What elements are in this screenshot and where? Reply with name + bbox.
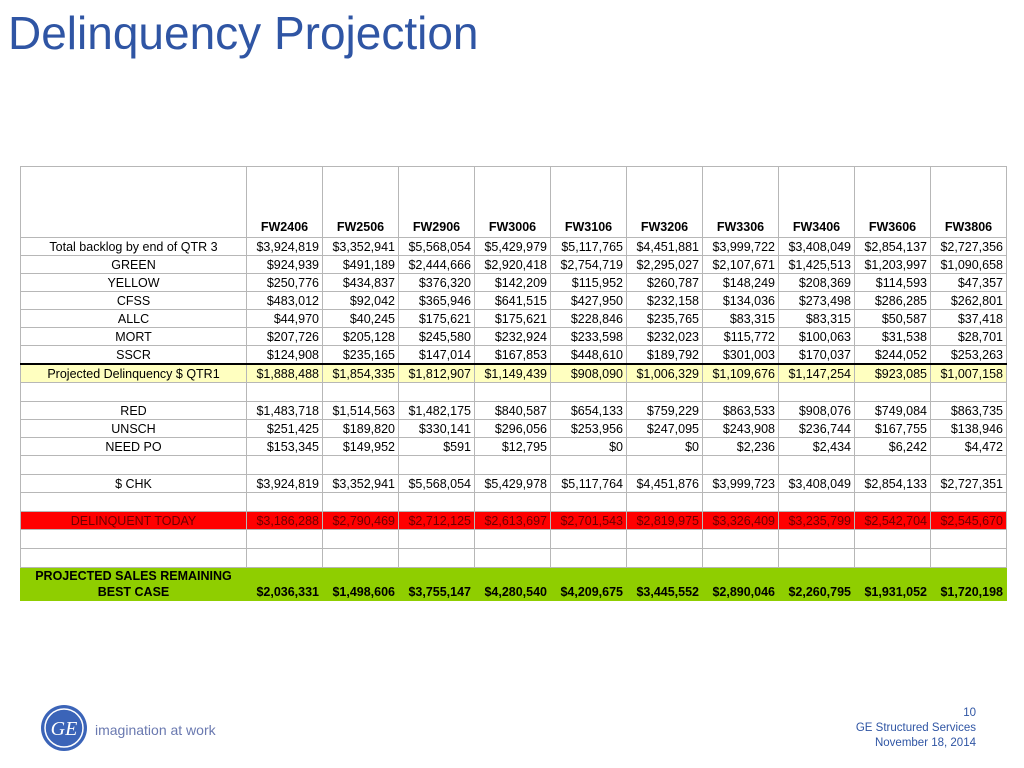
blank-cell: [475, 549, 551, 568]
cell-value: $483,012: [247, 292, 323, 310]
cell-value: $167,853: [475, 346, 551, 365]
row-unsch: [21, 420, 1007, 438]
cell-value: $175,621: [475, 310, 551, 328]
cell-value: $2,545,670: [931, 512, 1007, 530]
cell-value: $3,352,941: [323, 238, 399, 256]
cell-value: $262,801: [931, 292, 1007, 310]
cell-value: $924,939: [247, 256, 323, 274]
cell-value: $296,056: [475, 420, 551, 438]
row-cfss: [21, 292, 1007, 310]
cell-value: $2,444,666: [399, 256, 475, 274]
cell-value: $2,790,469: [323, 512, 399, 530]
company-name: GE Structured Services: [855, 722, 976, 734]
blank-row: [21, 530, 1007, 549]
header-corner: [21, 167, 247, 238]
ge-logo-icon: [40, 704, 88, 752]
blank-cell: [247, 549, 323, 568]
cell-value: $4,451,876: [627, 475, 703, 493]
row-label: GREEN: [21, 256, 247, 274]
cell-value: $1,006,329: [627, 364, 703, 383]
blank-cell: [399, 549, 475, 568]
row-red: [21, 402, 1007, 420]
page-title: Delinquency Projection: [8, 7, 479, 59]
cell-value: $4,280,540: [475, 568, 551, 601]
cell-value: $114,593: [855, 274, 931, 292]
blank-row: [21, 549, 1007, 568]
cell-value: $1,854,335: [323, 364, 399, 383]
blank-cell: [551, 383, 627, 402]
cell-value: $189,820: [323, 420, 399, 438]
blank-cell: [855, 530, 931, 549]
cell-value: $115,952: [551, 274, 627, 292]
row-total-backlog: [21, 238, 1007, 256]
row-label: ALLC: [21, 310, 247, 328]
blank-cell: [703, 549, 779, 568]
cell-value: $2,712,125: [399, 512, 475, 530]
cell-value: $207,726: [247, 328, 323, 346]
cell-value: $170,037: [779, 346, 855, 365]
cell-value: $251,425: [247, 420, 323, 438]
blank-cell: [703, 493, 779, 512]
blank-cell: [21, 549, 247, 568]
blank-cell: [399, 493, 475, 512]
blank-cell: [475, 456, 551, 475]
blank-cell: [323, 383, 399, 402]
blank-row: [21, 383, 1007, 402]
row-label: DELINQUENT TODAY: [21, 512, 247, 530]
cell-value: $908,076: [779, 402, 855, 420]
row-label: YELLOW: [21, 274, 247, 292]
cell-value: $232,023: [627, 328, 703, 346]
column-header: FW3406: [779, 167, 855, 238]
blank-cell: [475, 530, 551, 549]
blank-cell: [475, 383, 551, 402]
cell-value: $2,434: [779, 438, 855, 456]
blank-cell: [475, 493, 551, 512]
cell-value: $863,533: [703, 402, 779, 420]
cell-value: $175,621: [399, 310, 475, 328]
row-allc: [21, 310, 1007, 328]
cell-value: $3,755,147: [399, 568, 475, 601]
cell-value: $232,924: [475, 328, 551, 346]
cell-value: $47,357: [931, 274, 1007, 292]
blank-cell: [247, 456, 323, 475]
cell-value: $1,498,606: [323, 568, 399, 601]
row-label: RED: [21, 402, 247, 420]
cell-value: $208,369: [779, 274, 855, 292]
blank-cell: [21, 383, 247, 402]
column-header: FW3606: [855, 167, 931, 238]
cell-value: $749,084: [855, 402, 931, 420]
blank-cell: [247, 530, 323, 549]
row-green: [21, 256, 1007, 274]
cell-value: $31,538: [855, 328, 931, 346]
row-label: $ CHK: [21, 475, 247, 493]
cell-value: $491,189: [323, 256, 399, 274]
cell-value: $6,242: [855, 438, 931, 456]
blank-cell: [855, 549, 931, 568]
cell-value: $3,408,049: [779, 475, 855, 493]
cell-value: $376,320: [399, 274, 475, 292]
blank-cell: [703, 530, 779, 549]
cell-value: $147,014: [399, 346, 475, 365]
blank-cell: [779, 530, 855, 549]
row-label: CFSS: [21, 292, 247, 310]
cell-value: $3,999,722: [703, 238, 779, 256]
cell-value: $115,772: [703, 328, 779, 346]
header-row: [21, 167, 1007, 238]
cell-value: $2,727,351: [931, 475, 1007, 493]
cell-value: $83,315: [779, 310, 855, 328]
cell-value: $2,295,027: [627, 256, 703, 274]
column-header: FW3206: [627, 167, 703, 238]
page-number: 10: [963, 707, 976, 719]
tagline: imagination at work: [95, 722, 216, 738]
cell-value: $1,483,718: [247, 402, 323, 420]
blank-cell: [323, 530, 399, 549]
cell-value: $5,429,978: [475, 475, 551, 493]
blank-cell: [551, 493, 627, 512]
cell-value: $1,007,158: [931, 364, 1007, 383]
column-header: FW3106: [551, 167, 627, 238]
cell-value: $3,186,288: [247, 512, 323, 530]
cell-value: $2,920,418: [475, 256, 551, 274]
cell-value: $243,908: [703, 420, 779, 438]
blank-cell: [931, 549, 1007, 568]
cell-value: $4,209,675: [551, 568, 627, 601]
blank-cell: [779, 383, 855, 402]
delinquency-table: [20, 166, 1007, 601]
column-header: FW2506: [323, 167, 399, 238]
blank-cell: [399, 383, 475, 402]
cell-value: $1,149,439: [475, 364, 551, 383]
cell-value: $167,755: [855, 420, 931, 438]
cell-value: $0: [551, 438, 627, 456]
blank-cell: [399, 530, 475, 549]
cell-value: $1,203,997: [855, 256, 931, 274]
blank-row: [21, 456, 1007, 475]
cell-value: $759,229: [627, 402, 703, 420]
cell-value: $1,514,563: [323, 402, 399, 420]
column-header: FW3806: [931, 167, 1007, 238]
blank-cell: [855, 493, 931, 512]
cell-value: $3,326,409: [703, 512, 779, 530]
cell-value: $2,701,543: [551, 512, 627, 530]
cell-value: $1,482,175: [399, 402, 475, 420]
cell-value: $3,924,819: [247, 475, 323, 493]
blank-cell: [931, 383, 1007, 402]
cell-value: $654,133: [551, 402, 627, 420]
blank-cell: [323, 549, 399, 568]
row-chk: [21, 475, 1007, 493]
row-projected: [21, 364, 1007, 383]
row-delinquent-today: [21, 512, 1007, 530]
cell-value: $5,429,979: [475, 238, 551, 256]
cell-value: $205,128: [323, 328, 399, 346]
row-label: MORT: [21, 328, 247, 346]
cell-value: $28,701: [931, 328, 1007, 346]
cell-value: $3,924,819: [247, 238, 323, 256]
cell-value: $365,946: [399, 292, 475, 310]
cell-value: $5,568,054: [399, 475, 475, 493]
cell-value: $235,765: [627, 310, 703, 328]
blank-cell: [21, 456, 247, 475]
column-header: FW3306: [703, 167, 779, 238]
cell-value: $3,408,049: [779, 238, 855, 256]
blank-cell: [627, 493, 703, 512]
blank-cell: [931, 456, 1007, 475]
cell-value: $863,735: [931, 402, 1007, 420]
cell-value: $134,036: [703, 292, 779, 310]
blank-cell: [627, 549, 703, 568]
blank-cell: [21, 530, 247, 549]
cell-value: $138,946: [931, 420, 1007, 438]
cell-value: $2,036,331: [247, 568, 323, 601]
cell-value: $245,580: [399, 328, 475, 346]
cell-value: $3,235,799: [779, 512, 855, 530]
cell-value: $2,854,133: [855, 475, 931, 493]
cell-value: $273,498: [779, 292, 855, 310]
blank-cell: [551, 530, 627, 549]
cell-value: $2,854,137: [855, 238, 931, 256]
row-yellow: [21, 274, 1007, 292]
cell-value: $149,952: [323, 438, 399, 456]
cell-value: $4,451,881: [627, 238, 703, 256]
cell-value: $301,003: [703, 346, 779, 365]
cell-value: $5,117,765: [551, 238, 627, 256]
blank-cell: [627, 530, 703, 549]
cell-value: $100,063: [779, 328, 855, 346]
row-mort: [21, 328, 1007, 346]
cell-value: $83,315: [703, 310, 779, 328]
blank-cell: [323, 493, 399, 512]
cell-value: $232,158: [627, 292, 703, 310]
cell-value: $641,515: [475, 292, 551, 310]
row-label: Total backlog by end of QTR 3: [21, 238, 247, 256]
blank-cell: [703, 456, 779, 475]
cell-value: $148,249: [703, 274, 779, 292]
cell-value: $1,812,907: [399, 364, 475, 383]
cell-value: $260,787: [627, 274, 703, 292]
blank-cell: [931, 530, 1007, 549]
blank-cell: [779, 456, 855, 475]
row-sscr: [21, 346, 1007, 365]
row-label: SSCR: [21, 346, 247, 365]
row-label-line1: PROJECTED SALES REMAINING: [35, 569, 232, 583]
cell-value: $1,147,254: [779, 364, 855, 383]
cell-value: $40,245: [323, 310, 399, 328]
footer: [856, 706, 976, 751]
blank-cell: [247, 383, 323, 402]
cell-value: $3,445,552: [627, 568, 703, 601]
row-label: [21, 568, 247, 601]
blank-cell: [931, 493, 1007, 512]
cell-value: $12,795: [475, 438, 551, 456]
row-label: UNSCH: [21, 420, 247, 438]
row-label: Projected Delinquency $ QTR1: [21, 364, 247, 383]
cell-value: $1,109,676: [703, 364, 779, 383]
cell-value: $591: [399, 438, 475, 456]
cell-value: $250,776: [247, 274, 323, 292]
cell-value: $1,425,513: [779, 256, 855, 274]
cell-value: $153,345: [247, 438, 323, 456]
cell-value: $427,950: [551, 292, 627, 310]
cell-value: $448,610: [551, 346, 627, 365]
cell-value: $50,587: [855, 310, 931, 328]
cell-value: $2,236: [703, 438, 779, 456]
cell-value: $330,141: [399, 420, 475, 438]
cell-value: $44,970: [247, 310, 323, 328]
cell-value: $233,598: [551, 328, 627, 346]
cell-value: $1,090,658: [931, 256, 1007, 274]
cell-value: $37,418: [931, 310, 1007, 328]
blank-row: [21, 493, 1007, 512]
cell-value: $189,792: [627, 346, 703, 365]
cell-value: $923,085: [855, 364, 931, 383]
blank-cell: [323, 456, 399, 475]
cell-value: $434,837: [323, 274, 399, 292]
cell-value: $2,260,795: [779, 568, 855, 601]
cell-value: $5,117,764: [551, 475, 627, 493]
cell-value: $3,999,723: [703, 475, 779, 493]
row-need-po: [21, 438, 1007, 456]
cell-value: $908,090: [551, 364, 627, 383]
ge-logo-text: GE: [50, 718, 78, 740]
row-label-line2: BEST CASE: [97, 585, 170, 599]
blank-cell: [855, 383, 931, 402]
row-sales-best-case: [21, 568, 1007, 601]
cell-value: $1,888,488: [247, 364, 323, 383]
cell-value: $2,890,046: [703, 568, 779, 601]
blank-cell: [779, 493, 855, 512]
cell-value: $1,931,052: [855, 568, 931, 601]
cell-value: $2,727,356: [931, 238, 1007, 256]
blank-cell: [551, 549, 627, 568]
blank-cell: [855, 456, 931, 475]
blank-cell: [703, 383, 779, 402]
cell-value: $1,720,198: [931, 568, 1007, 601]
cell-value: $286,285: [855, 292, 931, 310]
column-header: FW3006: [475, 167, 551, 238]
cell-value: $840,587: [475, 402, 551, 420]
blank-cell: [627, 456, 703, 475]
cell-value: $2,754,719: [551, 256, 627, 274]
cell-value: $236,744: [779, 420, 855, 438]
cell-value: $253,956: [551, 420, 627, 438]
cell-value: $2,107,671: [703, 256, 779, 274]
cell-value: $247,095: [627, 420, 703, 438]
date: November 18, 2014: [874, 737, 976, 749]
cell-value: $4,472: [931, 438, 1007, 456]
cell-value: $2,613,697: [475, 512, 551, 530]
blank-cell: [21, 493, 247, 512]
blank-cell: [551, 456, 627, 475]
row-label: NEED PO: [21, 438, 247, 456]
cell-value: $2,542,704: [855, 512, 931, 530]
blank-cell: [399, 456, 475, 475]
blank-cell: [779, 549, 855, 568]
cell-value: $244,052: [855, 346, 931, 365]
cell-value: $124,908: [247, 346, 323, 365]
column-header: FW2906: [399, 167, 475, 238]
cell-value: $228,846: [551, 310, 627, 328]
cell-value: $3,352,941: [323, 475, 399, 493]
cell-value: $5,568,054: [399, 238, 475, 256]
cell-value: $2,819,975: [627, 512, 703, 530]
cell-value: $253,263: [931, 346, 1007, 365]
blank-cell: [247, 493, 323, 512]
cell-value: $92,042: [323, 292, 399, 310]
column-header: FW2406: [247, 167, 323, 238]
cell-value: $142,209: [475, 274, 551, 292]
cell-value: $235,165: [323, 346, 399, 365]
blank-cell: [627, 383, 703, 402]
cell-value: $0: [627, 438, 703, 456]
